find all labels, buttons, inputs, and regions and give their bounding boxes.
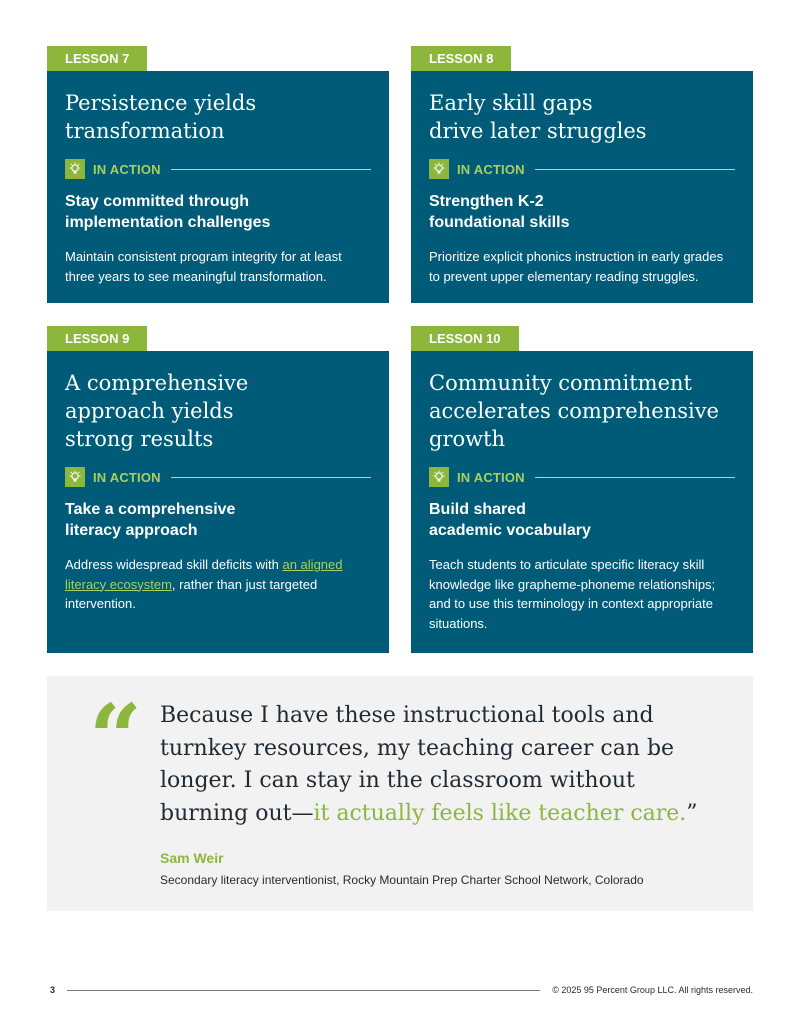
lesson-tag: LESSON 8 — [411, 46, 511, 71]
quote-highlight: it actually feels like teacher care. — [313, 800, 687, 826]
lesson-card-8 — [411, 46, 753, 303]
lesson-card-10 — [411, 326, 753, 653]
in-action-header — [65, 467, 371, 487]
action-heading: Build shared academic vocabulary — [429, 501, 591, 539]
footer-divider — [67, 990, 540, 991]
copyright-text: © 2025 95 Percent Group LLC. All rights reserved. — [552, 985, 753, 995]
in-action-label: IN ACTION — [93, 469, 161, 485]
lightbulb-icon — [65, 159, 85, 179]
in-action-header — [65, 159, 371, 179]
page-number: 3 — [50, 985, 56, 995]
quote-author: Sam Weir — [160, 850, 224, 866]
testimonial-quote — [47, 676, 753, 911]
lesson-panel — [47, 71, 389, 303]
lesson-panel — [47, 351, 389, 653]
lesson-title: Early skill gaps drive later struggles — [429, 91, 647, 143]
action-body: Prioritize explicit phonics instruction in early grades to prevent upper elementary reading struggles. — [429, 249, 724, 284]
lesson-title: A comprehensive approach yields strong results — [65, 371, 249, 451]
in-action-label: IN ACTION — [457, 161, 525, 177]
action-heading: Take a comprehensive literacy approach — [65, 501, 236, 539]
lesson-tag: LESSON 10 — [411, 326, 519, 351]
lesson-title: Community commitment accelerates comprehensive growth — [429, 371, 719, 451]
page-footer — [50, 985, 753, 995]
quote-author-role: Secondary literacy interventionist, Rocky Mountain Prep Charter School Network, Colorado — [160, 873, 644, 887]
in-action-header — [429, 467, 735, 487]
action-body: Maintain consistent program integrity for at least three years to see meaningful transformation. — [65, 249, 342, 284]
divider — [535, 477, 735, 478]
lightbulb-icon — [429, 159, 449, 179]
lesson-card-9 — [47, 326, 389, 653]
literacy-ecosystem-link[interactable]: an aligned literacy ecosystem — [65, 557, 343, 592]
quote-text: Because I have these instructional tools and turnkey resources, my teaching career can be longer. I can stay in the classroom without burning out—it actually feels like teacher care.” — [160, 703, 698, 826]
action-body: Teach students to articulate specific literacy skill knowledge like grapheme-phoneme relationships; and to use this terminology in context appropriate situations. — [429, 557, 716, 631]
in-action-label: IN ACTION — [457, 469, 525, 485]
lightbulb-icon — [429, 467, 449, 487]
quote-mark-icon: “ — [89, 684, 142, 792]
divider — [171, 169, 371, 170]
lightbulb-icon — [65, 467, 85, 487]
lesson-title: Persistence yields transformation — [65, 91, 257, 143]
divider — [535, 169, 735, 170]
lesson-panel — [411, 351, 753, 653]
action-heading: Strengthen K-2 foundational skills — [429, 193, 570, 231]
lesson-panel — [411, 71, 753, 303]
in-action-header — [429, 159, 735, 179]
in-action-label: IN ACTION — [93, 161, 161, 177]
lesson-tag: LESSON 7 — [47, 46, 147, 71]
action-body: Address widespread skill deficits with an aligned literacy ecosystem, rather than just targeted intervention. — [65, 557, 343, 611]
lesson-tag: LESSON 9 — [47, 326, 147, 351]
divider — [171, 477, 371, 478]
action-heading: Stay committed through implementation challenges — [65, 193, 271, 231]
lesson-card-7 — [47, 46, 389, 303]
